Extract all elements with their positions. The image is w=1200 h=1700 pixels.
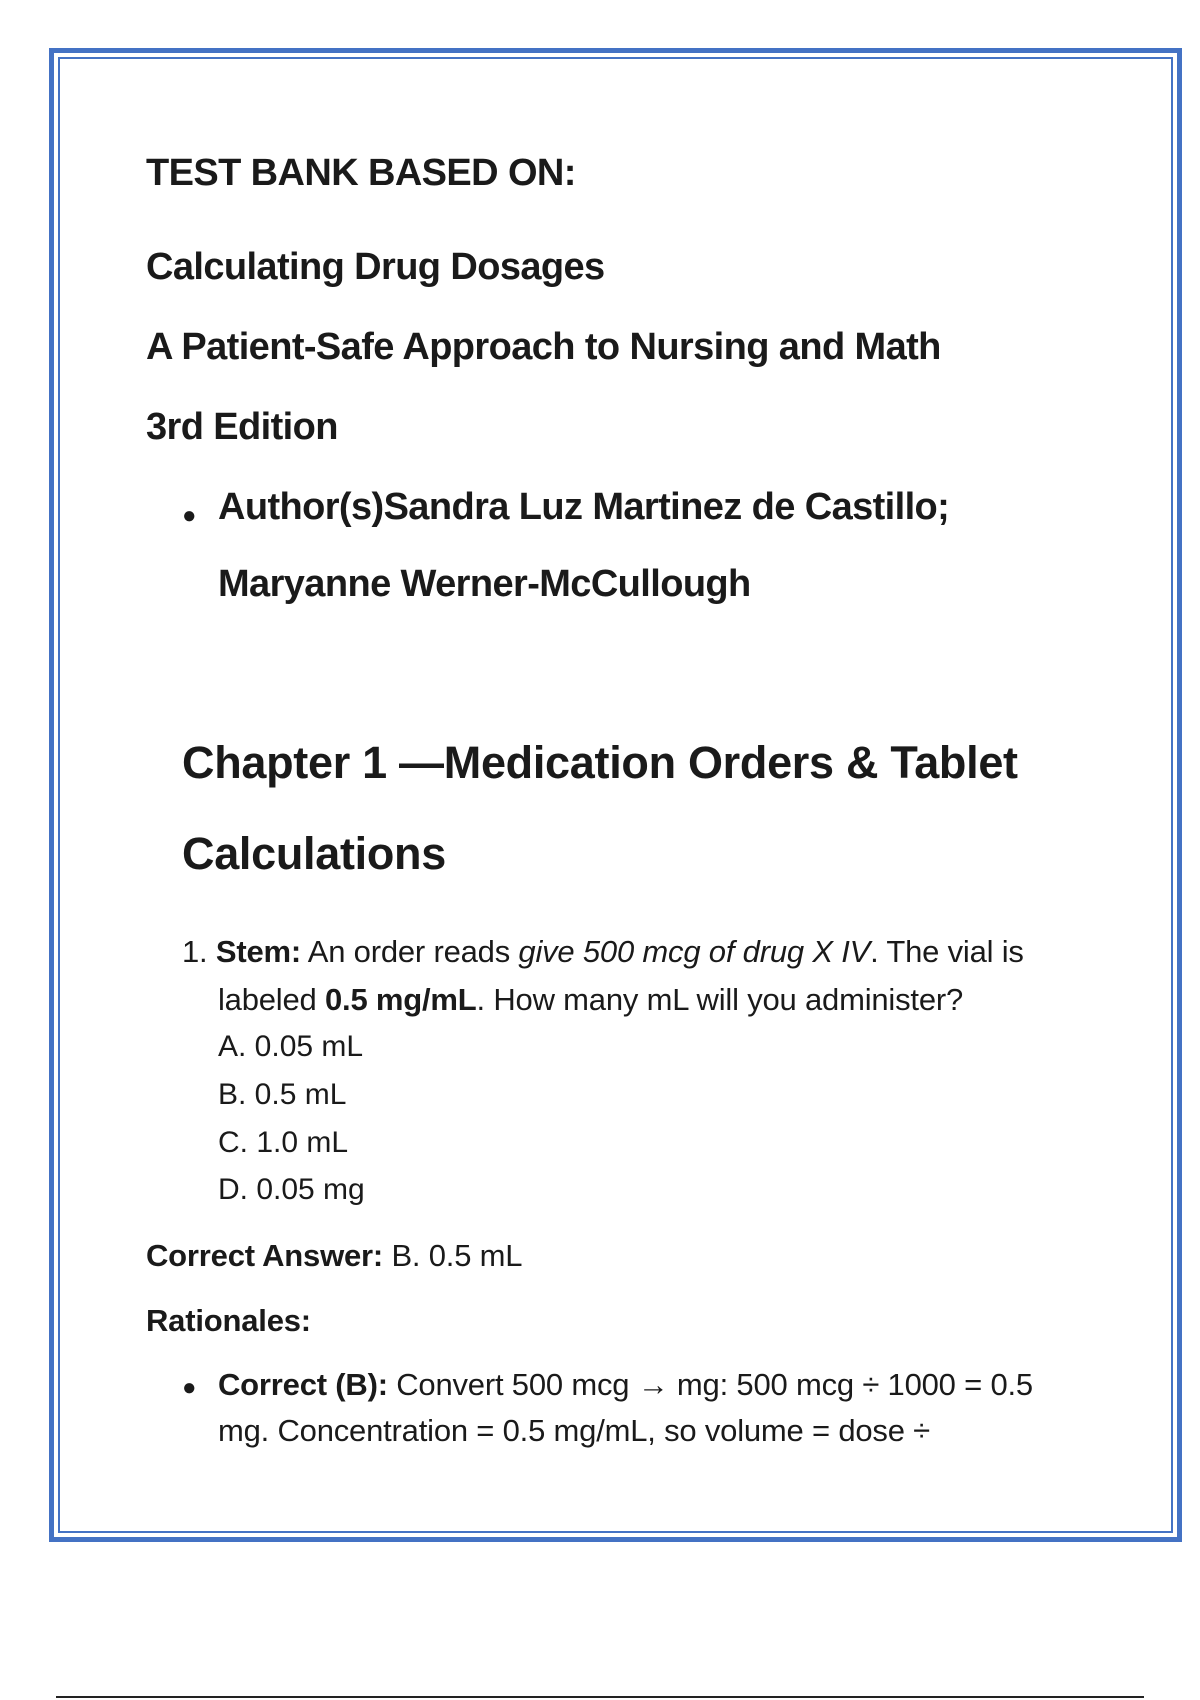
- chapter-title-line-2: Calculations: [182, 828, 446, 879]
- option-a: A. 0.05 mL: [218, 1030, 364, 1063]
- book-edition: 3rd Edition: [146, 406, 338, 448]
- option-d: D. 0.05 mg: [218, 1173, 365, 1206]
- correct-answer-value: B. 0.5 mL: [383, 1238, 523, 1273]
- option-c: C. 1.0 mL: [218, 1126, 349, 1159]
- authors-line-1: Author(s)Sandra Luz Martinez de Castillo;: [218, 486, 950, 528]
- stem-text: labeled: [218, 982, 325, 1017]
- footer-divider: [56, 1696, 1144, 1698]
- question-stem-line-2: [218, 982, 963, 1018]
- book-title: Calculating Drug Dosages: [146, 246, 605, 288]
- authors-line-2: Maryanne Werner-McCullough: [218, 563, 751, 605]
- stem-text: . The vial is: [870, 934, 1024, 969]
- book-subtitle: A Patient-Safe Approach to Nursing and Math: [146, 326, 941, 368]
- question-stem-line-1: [182, 934, 1024, 970]
- correct-answer-label: Correct Answer:: [146, 1238, 384, 1273]
- rationale-correct-text: Convert 500 mcg → mg: 500 mcg ÷ 1000 = 0.5: [387, 1367, 1033, 1402]
- rationale-correct-line-2: mg. Concentration = 0.5 mg/mL, so volume = dose ÷: [218, 1413, 930, 1448]
- bullet-icon: ●: [182, 502, 197, 529]
- correct-answer: [146, 1238, 522, 1274]
- rationale-correct-label: Correct (B):: [218, 1367, 388, 1402]
- test-bank-label: TEST BANK BASED ON:: [146, 152, 576, 194]
- rationale-correct-line-1: [218, 1367, 1033, 1403]
- stem-label: Stem:: [215, 934, 302, 969]
- stem-text: An order reads: [301, 934, 519, 969]
- question-number: 1.: [182, 934, 208, 969]
- rationales-heading: Rationales:: [146, 1303, 311, 1338]
- stem-concentration: 0.5 mg/mL: [325, 982, 477, 1017]
- option-b: B. 0.5 mL: [218, 1078, 347, 1111]
- stem-text: . How many mL will you administer?: [476, 982, 964, 1017]
- chapter-title-line-1: Chapter 1 —Medication Orders & Tablet: [182, 737, 1018, 788]
- bullet-icon: ●: [182, 1374, 197, 1401]
- stem-order-text: give 500 mcg of drug X IV: [518, 934, 871, 969]
